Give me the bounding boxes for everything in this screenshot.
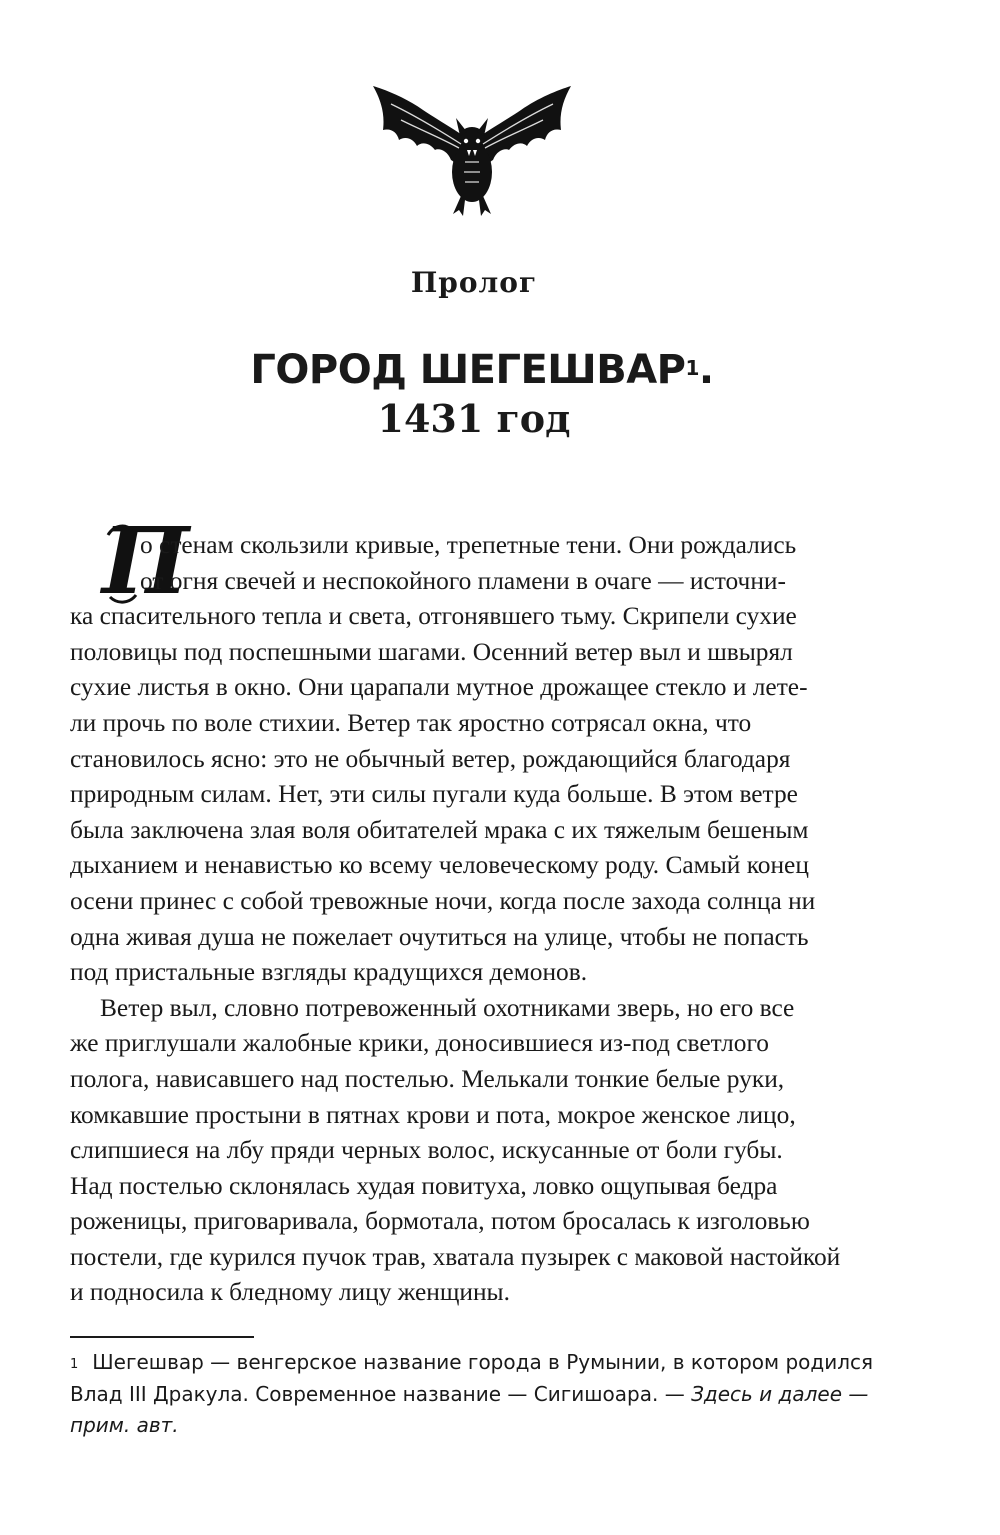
svg-text:П: П: [102, 507, 189, 615]
text-line: природным силам. Нет, эти силы пугали куда больше. В этом ветре: [70, 780, 798, 809]
footnote: [70, 1347, 890, 1442]
text-line: роженицы, приговаривала, бормотала, потом бросалась к изголовью: [70, 1207, 810, 1236]
text-line: слипшиеся на лбу пряди черных волос, искусанные от боли губы.: [70, 1136, 783, 1165]
text-line: ка спасительного тепла и света, отгонявшего тьму. Скрипели сухие: [70, 602, 797, 631]
footnote-divider: [70, 1336, 254, 1338]
chapter-title-text: ГОРОД ШЕГЕШВАР: [250, 347, 686, 393]
text-line: осени принес с собой тревожные ночи, когда после захода солнца ни: [70, 886, 816, 915]
bat-icon: [361, 80, 583, 220]
text-line: постели, где курился пучок трав, хватала пузырек с маковой настойкой: [70, 1242, 841, 1271]
text-line: от огня свечей и неспокойного пламени в очаге — источни-: [140, 566, 786, 595]
text-line: сухие листья в окно. Они царапали мутное дрожащее стекло и лете-: [70, 673, 808, 702]
text-line: о стенам скользили кривые, трепетные тени. Они рождались: [140, 531, 797, 559]
text-line: дыханием и ненавистью ко всему человеческому роду. Самый конец: [70, 851, 809, 880]
text-line: комкавшие простыни в пятнах крови и пота, мокрое женское лицо,: [70, 1100, 796, 1129]
text-line: Ветер выл, словно потревоженный охотниками зверь, но его все: [100, 993, 795, 1022]
text-line: половицы под поспешными шагами. Осенний ветер выл и швырял: [70, 637, 793, 666]
text-line: была заключена злая воля обитателей мрака с их тяжелым бешеным: [70, 815, 809, 844]
footnote-reference: 1: [685, 356, 699, 380]
footnote-line: [70, 1347, 890, 1379]
text-line: одна живая душа не пожелает очутиться на улице, чтобы не попасть: [70, 922, 809, 951]
footnote-italic-text: прим. авт.: [70, 1413, 179, 1437]
text-line: полога, нависавшего над постелью. Мелькали тонкие белые руки,: [70, 1064, 785, 1093]
footnote-text: Влад III Дракула. Современное название — Сигишоара. —: [70, 1381, 692, 1406]
footnote-line: [70, 1379, 890, 1411]
footnote-number: 1: [70, 1357, 79, 1372]
chapter-label: Пролог: [410, 266, 538, 299]
chapter-title: [0, 348, 964, 392]
footnote-text: Шегешвар — венгерское название города в Румынии, в котором родился: [92, 1350, 874, 1374]
body-text: [70, 528, 884, 1311]
footnote-italic-text: Здесь и далее —: [691, 1381, 869, 1406]
chapter-title-period: .: [698, 347, 714, 393]
text-line: же приглушали жалобные крики, доносившиеся из-под светлого: [70, 1029, 769, 1058]
chapter-year: 1431 год: [377, 396, 571, 441]
text-line: и подносила к бледному лицу женщины.: [70, 1278, 510, 1307]
text-line: ли прочь по воле стихии. Ветер так яростно сотрясал окна, что: [70, 708, 752, 737]
text-line: становилось ясно: это не обычный ветер, рождающийся благодаря: [70, 744, 791, 773]
text-line: под пристальные взгляды крадущихся демонов.: [70, 958, 588, 987]
text-line: Над постелью склонялась худая повитуха, ловко ощупывая бедра: [70, 1171, 778, 1200]
footnote-line: [70, 1410, 890, 1442]
